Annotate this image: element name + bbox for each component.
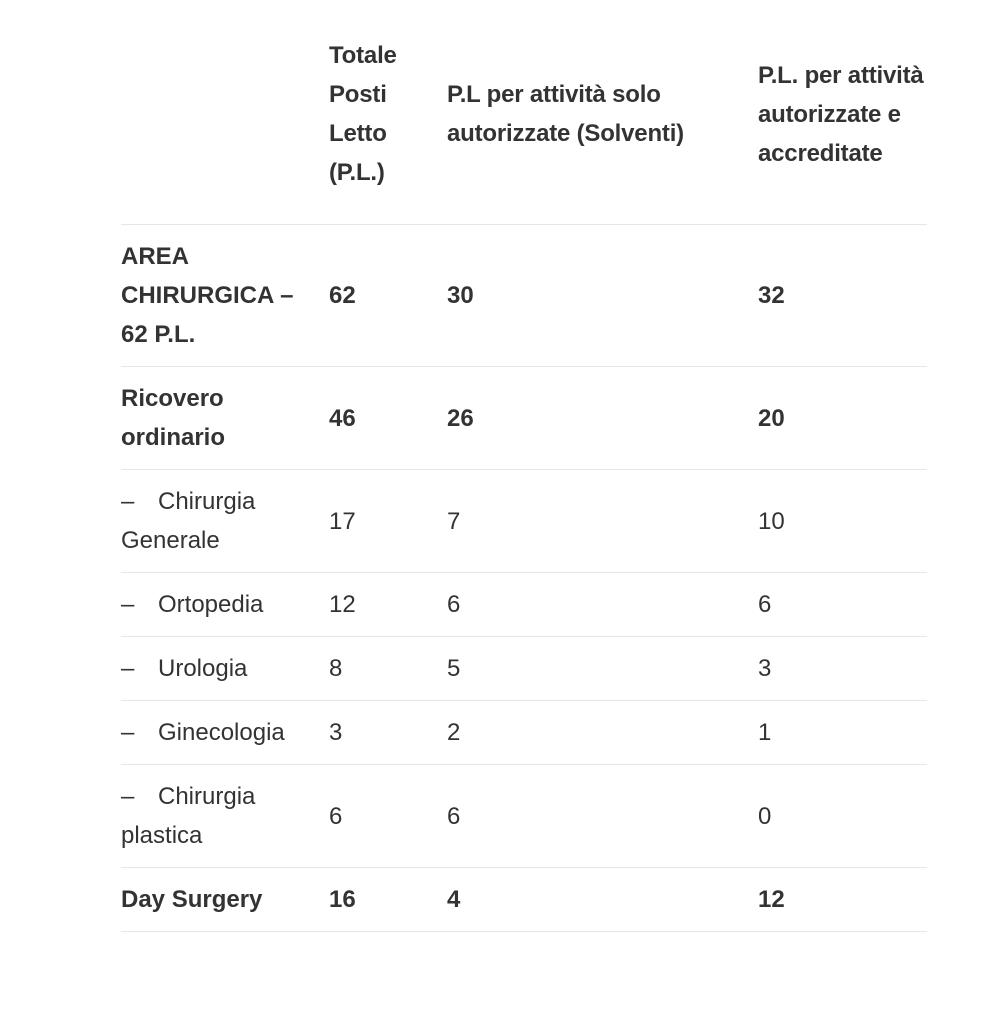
header-area — [121, 36, 329, 225]
sub-item-dash: – — [121, 783, 135, 810]
cell-solventi: 6 — [447, 573, 758, 637]
row-label-cell — [121, 765, 329, 868]
header-row — [121, 36, 927, 225]
cell-totale: 3 — [329, 701, 447, 765]
row-label-cell — [121, 470, 329, 573]
cell-solventi: 5 — [447, 637, 758, 701]
cell-solventi: 4 — [447, 868, 758, 932]
cell-accreditate: 32 — [758, 225, 927, 367]
table-row — [121, 225, 927, 367]
cell-accreditate: 1 — [758, 701, 927, 765]
table-body — [121, 225, 927, 932]
cell-solventi: 26 — [447, 367, 758, 470]
cell-accreditate: 20 — [758, 367, 927, 470]
cell-accreditate: 12 — [758, 868, 927, 932]
cell-solventi: 2 — [447, 701, 758, 765]
cell-accreditate: 6 — [758, 573, 927, 637]
table-row — [121, 765, 927, 868]
row-label: Chirurgia Generale — [121, 488, 256, 554]
cell-totale: 46 — [329, 367, 447, 470]
sub-item-dash: – — [121, 719, 135, 746]
header-solventi: P.L per attività solo autorizzate (Solventi) — [447, 81, 684, 147]
table-row — [121, 701, 927, 765]
table-header — [121, 36, 927, 225]
row-label: Day Surgery — [121, 868, 329, 932]
cell-totale: 12 — [329, 573, 447, 637]
cell-solventi: 30 — [447, 225, 758, 367]
table-row — [121, 470, 927, 573]
beds-table-container — [121, 36, 927, 932]
header-totale-posti-letto: Totale Posti Letto (P.L.) — [329, 42, 397, 186]
cell-totale: 6 — [329, 765, 447, 868]
sub-item-dash: – — [121, 591, 135, 618]
sub-item-dash: – — [121, 488, 135, 515]
cell-accreditate: 3 — [758, 637, 927, 701]
row-label: Chirurgia plastica — [121, 783, 256, 849]
row-label: Urologia — [158, 655, 248, 682]
cell-accreditate: 10 — [758, 470, 927, 573]
cell-totale: 17 — [329, 470, 447, 573]
row-label-cell — [121, 573, 329, 637]
sub-item-dash: – — [121, 655, 135, 682]
table-row — [121, 573, 927, 637]
cell-accreditate: 0 — [758, 765, 927, 868]
cell-totale: 16 — [329, 868, 447, 932]
table-row — [121, 637, 927, 701]
row-label: Ortopedia — [158, 591, 264, 618]
row-label: Ginecologia — [158, 719, 285, 746]
cell-solventi: 6 — [447, 765, 758, 868]
row-label: AREA CHIRURGICA – 62 P.L. — [121, 225, 329, 367]
row-label-cell — [121, 637, 329, 701]
row-label-cell — [121, 701, 329, 765]
row-label: Ricovero ordinario — [121, 367, 329, 470]
table-row — [121, 367, 927, 470]
header-accreditate: P.L. per attività autorizzate e accreditate — [758, 61, 924, 167]
cell-totale: 8 — [329, 637, 447, 701]
beds-table — [121, 36, 927, 932]
cell-totale: 62 — [329, 225, 447, 367]
table-row — [121, 868, 927, 932]
cell-solventi: 7 — [447, 470, 758, 573]
